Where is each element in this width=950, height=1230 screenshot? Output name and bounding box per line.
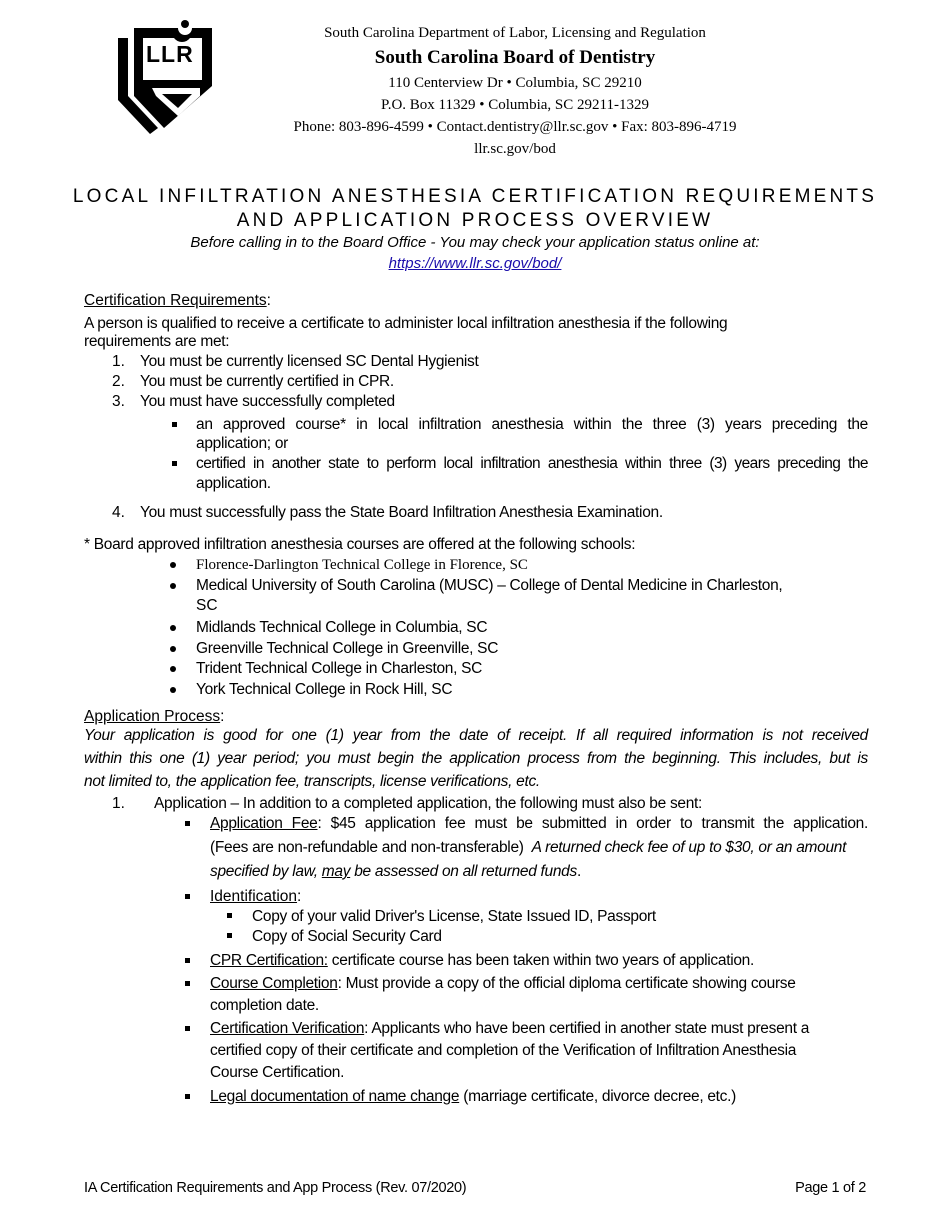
street-address: 110 Centerview Dr • Columbia, SC 29210 (388, 75, 642, 91)
course-line1 (210, 974, 796, 994)
req-num-2: 2. (112, 373, 125, 390)
school-midlands: Midlands Technical College in Columbia, SC (196, 619, 488, 636)
fee-italic2: specified by law, (210, 863, 318, 880)
square-bullet (185, 821, 190, 826)
square-bullet (172, 461, 177, 466)
req-num-4: 4. (112, 504, 125, 521)
sub-item-2-line2: application. (196, 475, 271, 492)
sub-item-2-line1: certified in another state to perform local infiltration anesthesia within three (3) years preceding the (196, 455, 868, 472)
req-item-4: You must successfully pass the State Board Infiltration Anesthesia Examination. (140, 504, 663, 521)
req-item-3: You must have successfully completed (140, 393, 395, 410)
sub-item-1-line2: application; or (196, 435, 289, 452)
round-bullet (170, 646, 176, 652)
round-bullet (170, 625, 176, 631)
req-num-3: 3. (112, 393, 125, 410)
schools-intro: * Board approved infiltration anesthesia courses are offered at the following schools: (84, 536, 636, 553)
letterhead (255, 22, 775, 160)
verif-line1 (210, 1019, 809, 1039)
process-note-line3: not limited to, the application fee, transcripts, license verifications, etc. (84, 773, 540, 790)
verif-text: : Applicants who have been certified in another state must present a (364, 1020, 810, 1037)
round-bullet (170, 666, 176, 672)
school-musc: Medical University of South Carolina (MUSC) – College of Dental Medicine in Charleston, (196, 577, 783, 594)
fee-line1 (210, 814, 868, 834)
po-box-address: P.O. Box 11329 • Columbia, SC 29211-1329 (381, 97, 649, 113)
fee-text2: (Fees are non-refundable and non-transferable) (210, 839, 524, 856)
footer-left: IA Certification Requirements and App Process (Rev. 07/2020) (84, 1180, 467, 1196)
step-num: 1. (112, 795, 125, 812)
square-bullet (185, 894, 190, 899)
school-greenville: Greenville Technical College in Greenville, SC (196, 640, 499, 657)
requirements-heading-row: Certification Requirements: (84, 292, 271, 309)
fee-line2 (210, 838, 846, 858)
square-bullet (185, 1026, 190, 1031)
fee-text: : $45 application fee must be submitted in order to transmit the application. (317, 815, 868, 832)
requirements-intro-2: requirements are met: (84, 333, 230, 350)
round-bullet (170, 562, 176, 568)
school-york: York Technical College in Rock Hill, SC (196, 681, 453, 698)
legal-row (210, 1087, 736, 1107)
process-note-line2: within this one (1) year period; you must begin the application process from the beginning. This includes, but is (84, 750, 868, 767)
process-heading: Application Process (84, 708, 221, 725)
cpr-label: CPR Certification: (210, 952, 328, 969)
legal-label: Legal documentation of name change (210, 1088, 460, 1105)
course-label: Course Completion (210, 975, 338, 992)
id-row: Identification: (210, 888, 302, 905)
department-name: South Carolina Department of Labor, Licensing and Regulation (324, 25, 706, 41)
req-item-1: You must be currently licensed SC Dental Hygienist (140, 353, 479, 370)
verif-line3: Course Certification. (210, 1064, 345, 1081)
fee-may: may (321, 863, 351, 880)
id-item-2: Copy of Social Security Card (252, 928, 442, 945)
id-label: Identification (210, 888, 298, 905)
requirements-intro-1: A person is qualified to receive a certificate to administer local infiltration anesthesia if the following (84, 315, 728, 332)
school-florence: Florence-Darlington Technical College in Florence, SC (196, 557, 528, 573)
round-bullet (170, 687, 176, 693)
board-name: South Carolina Board of Dentistry (374, 47, 656, 68)
process-note-line1: Your application is good for one (1) year from the date of receipt. If all required information is not received (84, 727, 868, 744)
sub-item-1-line1: an approved course* in local infiltration anesthesia within the three (3) years preceding the (196, 416, 868, 433)
step-text: Application – In addition to a completed application, the following must also be sent: (154, 795, 703, 812)
square-bullet (185, 958, 190, 963)
round-bullet (170, 583, 176, 589)
square-bullet (185, 981, 190, 986)
course-text: : Must provide a copy of the official diploma certificate showing course (337, 975, 796, 992)
verif-line2: certified copy of their certificate and completion of the Verification of Infiltration Anesthesia (210, 1042, 797, 1059)
square-bullet (172, 422, 177, 427)
fee-italic: A returned check fee of up to $30, or an amount (531, 839, 847, 856)
footer-page-number: Page 1 of 2 (795, 1180, 866, 1196)
req-item-2: You must be currently certified in CPR. (140, 373, 394, 390)
fee-label: Application Fee (210, 815, 318, 832)
id-item-1: Copy of your valid Driver's License, State Issued ID, Passport (252, 908, 656, 925)
llr-logo (112, 16, 224, 138)
square-bullet (227, 933, 232, 938)
legal-text: (marriage certificate, divorce decree, etc.) (463, 1088, 736, 1105)
square-bullet (227, 913, 232, 918)
fee-italic3: be assessed on all returned funds (354, 863, 577, 880)
fee-line3: specified by law, may be assessed on all returned funds. (210, 863, 581, 880)
cpr-text: certificate course has been taken within two years of application. (331, 952, 754, 969)
school-trident: Trident Technical College in Charleston, SC (196, 660, 483, 677)
board-website-link[interactable]: https://www.llr.sc.gov/bod/ (388, 255, 562, 272)
course-line2: completion date. (210, 997, 319, 1014)
logo-text: LLR (146, 41, 194, 67)
verif-label: Certification Verification (210, 1020, 365, 1037)
document-title-line2: AND APPLICATION PROCESS OVERVIEW (236, 210, 714, 231)
school-musc-cont: SC (196, 597, 218, 614)
website: llr.sc.gov/bod (474, 141, 556, 157)
process-heading-row: Application Process: (84, 708, 225, 725)
document-title-line1: LOCAL INFILTRATION ANESTHESIA CERTIFICATION REQUIREMENTS (72, 186, 878, 207)
req-num-1: 1. (112, 353, 125, 370)
cpr-row (210, 951, 754, 971)
requirements-heading: Certification Requirements (84, 292, 267, 309)
status-check-note: Before calling in to the Board Office - You may check your application status online at: (190, 234, 760, 251)
square-bullet (185, 1094, 190, 1099)
contact-line: Phone: 803-896-4599 • Contact.dentistry@llr.sc.gov • Fax: 803-896-4719 (293, 119, 737, 135)
